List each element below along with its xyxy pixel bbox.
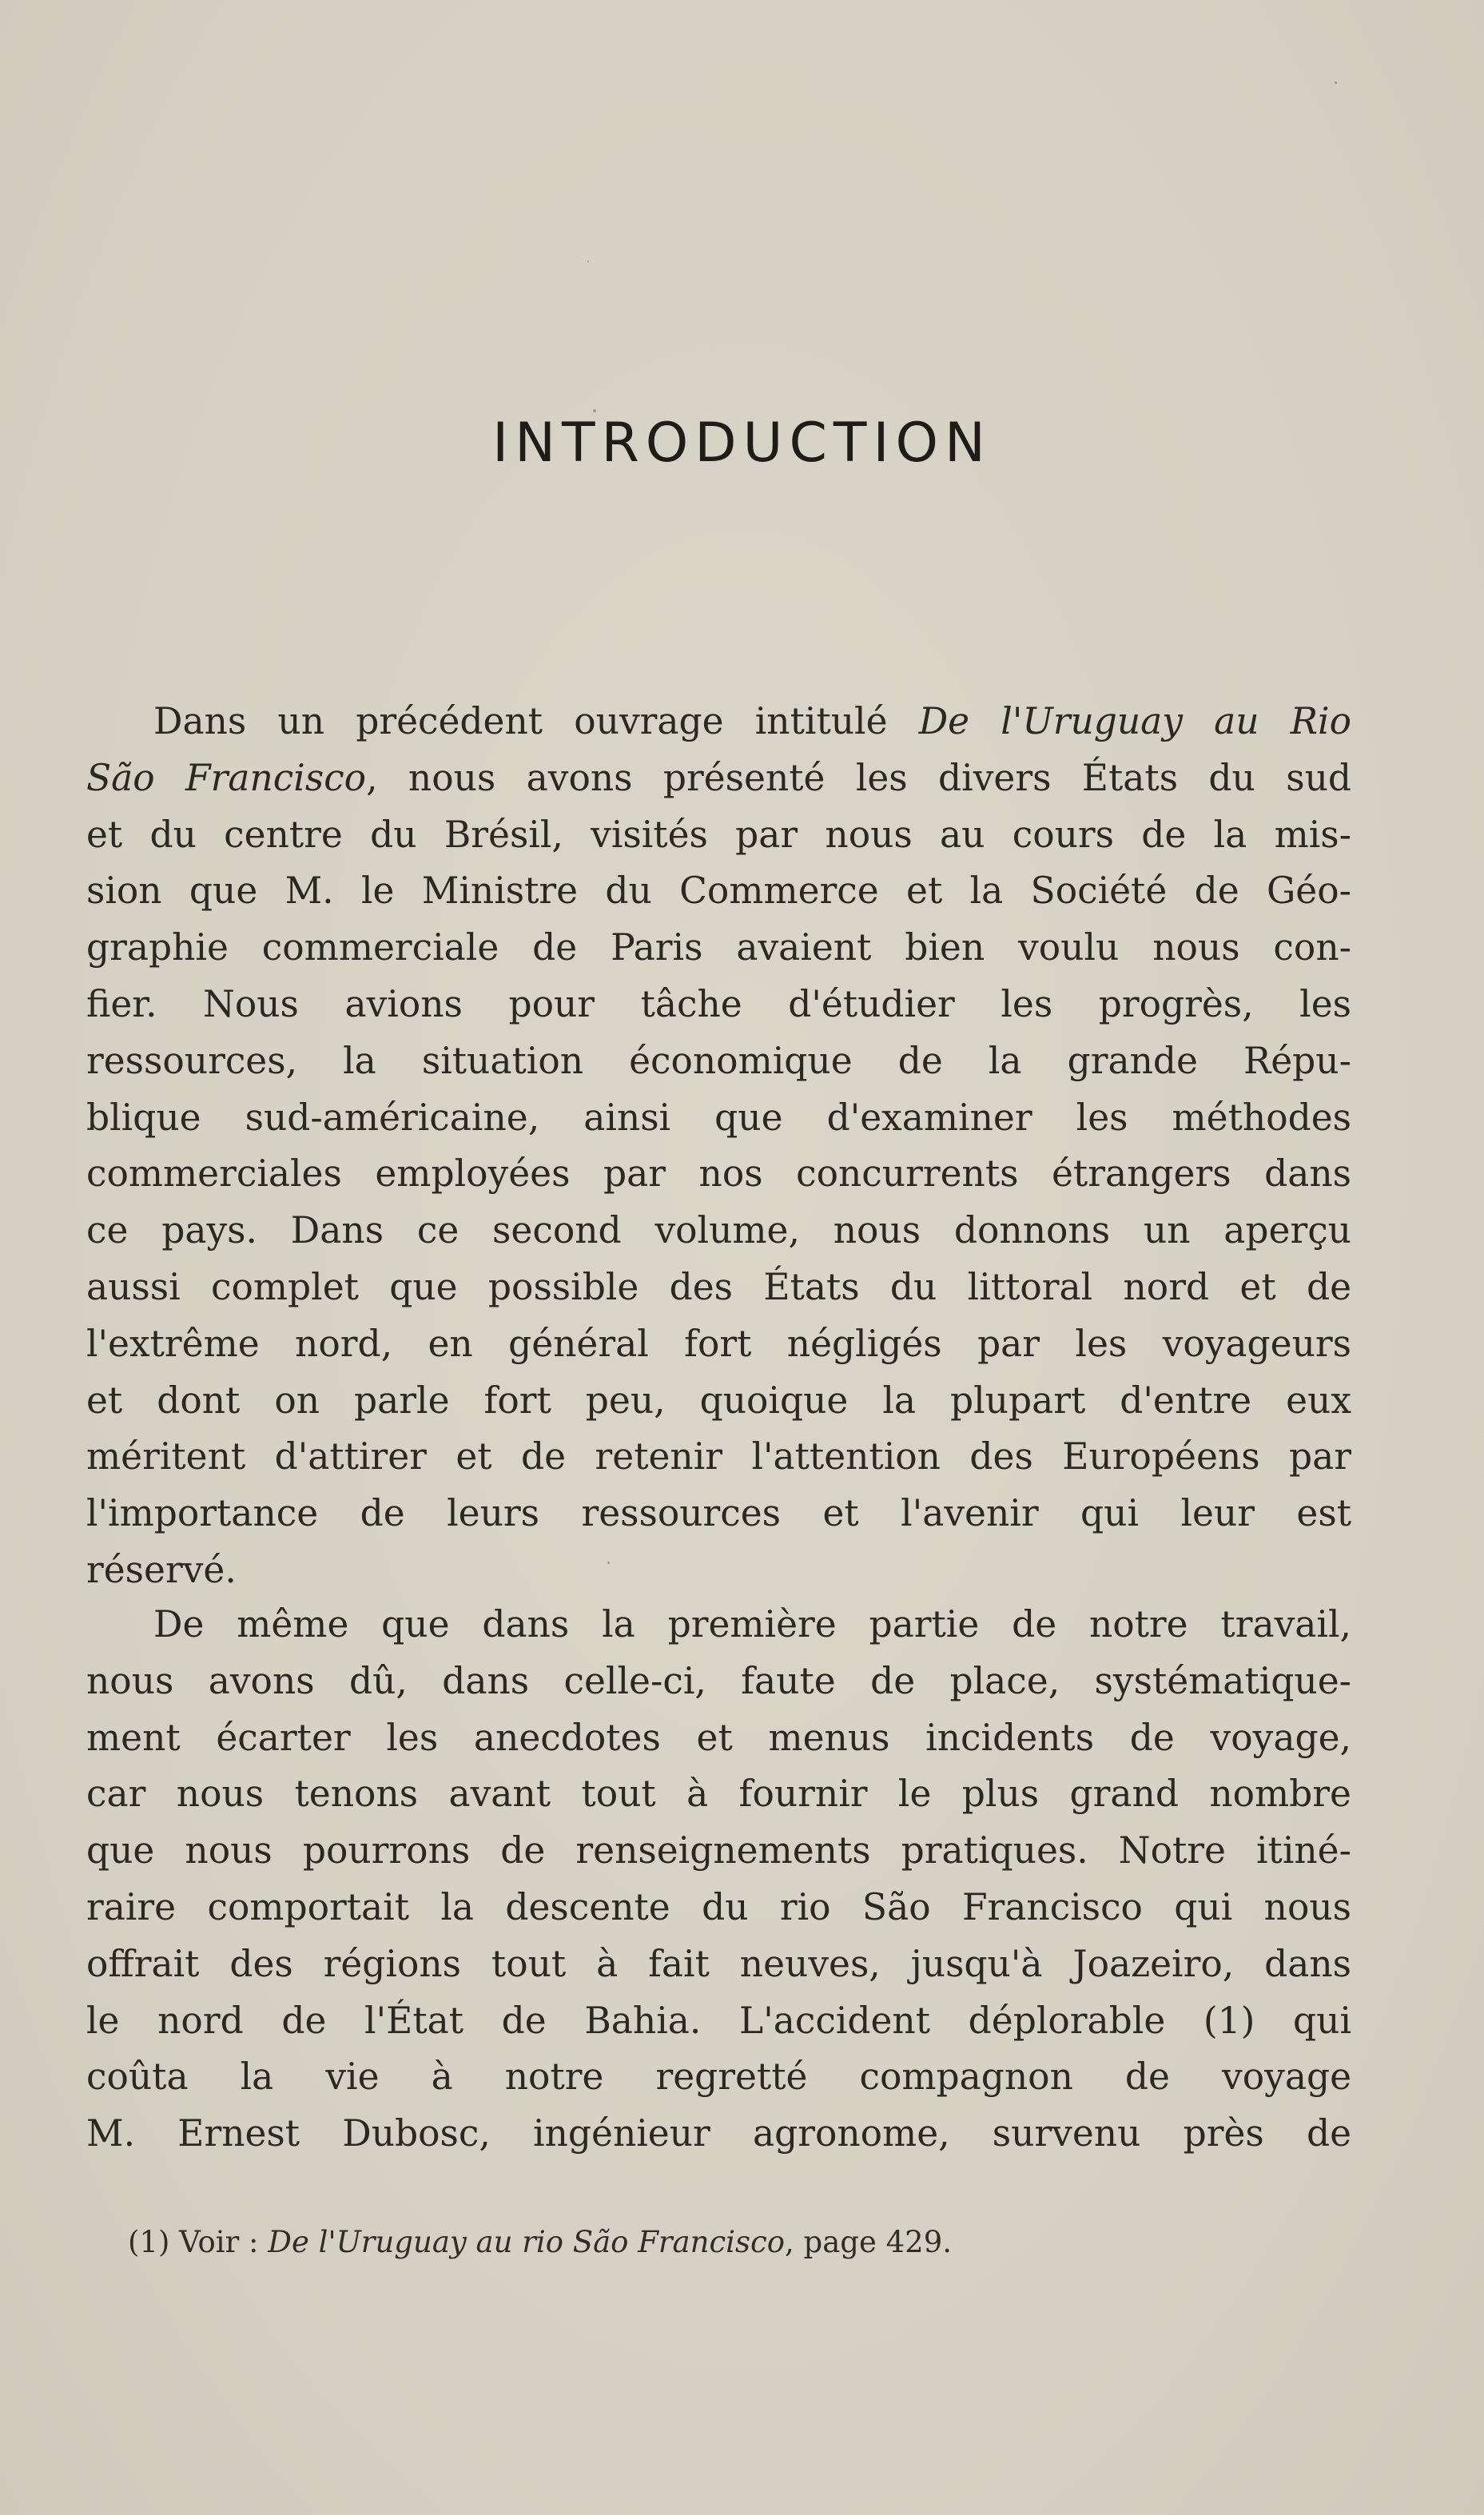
paragraph-1 [86, 694, 1351, 1599]
text-line: São Francisco, nous avons présenté les divers États du sud [86, 756, 1352, 799]
text-line: que nous pourrons de renseignements pratiques. Notre itiné- [86, 1829, 1351, 1872]
text-line: et du centre du Brésil, visités par nous au cours de la mis- [86, 813, 1351, 856]
text-line: blique sud-américaine, ainsi que d'examiner les méthodes [86, 1096, 1351, 1139]
paper-speck [1335, 82, 1337, 84]
text-line: sion que M. le Ministre du Commerce et la Société de Géo- [86, 870, 1351, 913]
text-line: coûta la vie à notre regretté compagnon de voyage [86, 2055, 1351, 2099]
text-line: réservé. [86, 1548, 237, 1591]
text-line: ment écarter les anecdotes et menus incidents de voyage, [86, 1716, 1351, 1759]
text-line: aussi complet que possible des États du littoral nord et de [86, 1265, 1351, 1308]
text-line: nous avons dû, dans celle-ci, faute de place, systématique- [86, 1659, 1351, 1702]
text-line: méritent d'attirer et de retenir l'attention des Européens par [86, 1435, 1351, 1478]
paper-speck [587, 261, 589, 262]
text-line: offrait des régions tout à fait neuves, jusqu'à Joazeiro, dans [86, 1942, 1351, 1985]
text-line: car nous tenons avant tout à fournir le plus grand nombre [86, 1773, 1351, 1816]
text-line: raire comportait la descente du rio São Francisco qui nous [86, 1885, 1351, 1928]
text-line: commerciales employées par nos concurrents étrangers dans [86, 1152, 1351, 1196]
text-line: fier. Nous avions pour tâche d'étudier les progrès, les [86, 982, 1351, 1025]
text-line: M. Ernest Dubosc, ingénieur agronome, survenu près de [86, 2112, 1351, 2155]
footnote-marker: (1) Voir : [128, 2225, 269, 2259]
footnote [128, 2223, 1327, 2262]
paragraph-2 [86, 1597, 1351, 2163]
chapter-title: INTRODUCTION [492, 412, 992, 475]
text-line: l'extrême nord, en général fort négligés par les voyageurs [86, 1322, 1351, 1365]
footnote-page-ref: , page 429. [785, 2225, 952, 2259]
text-line: le nord de l'État de Bahia. L'accident déplorable (1) qui [86, 1999, 1351, 2042]
footnote-book-title: De l'Uruguay au rio São Francisco [268, 2225, 785, 2259]
text-line: et dont on parle fort peu, quoique la plupart d'entre eux [86, 1379, 1351, 1422]
text-line: graphie commerciale de Paris avaient bien voulu nous con- [86, 926, 1351, 969]
text-line: Dans un précédent ouvrage intitulé De l'Uruguay au Rio [153, 700, 1351, 742]
text-line: ressources, la situation économique de la grande Répu- [86, 1039, 1351, 1082]
text-line: ce pays. Dans ce second volume, nous donnons un aperçu [86, 1209, 1351, 1252]
text-line: De même que dans la première partie de notre travail, [153, 1603, 1351, 1645]
text-line: l'importance de leurs ressources et l'avenir qui leur est [86, 1492, 1351, 1535]
